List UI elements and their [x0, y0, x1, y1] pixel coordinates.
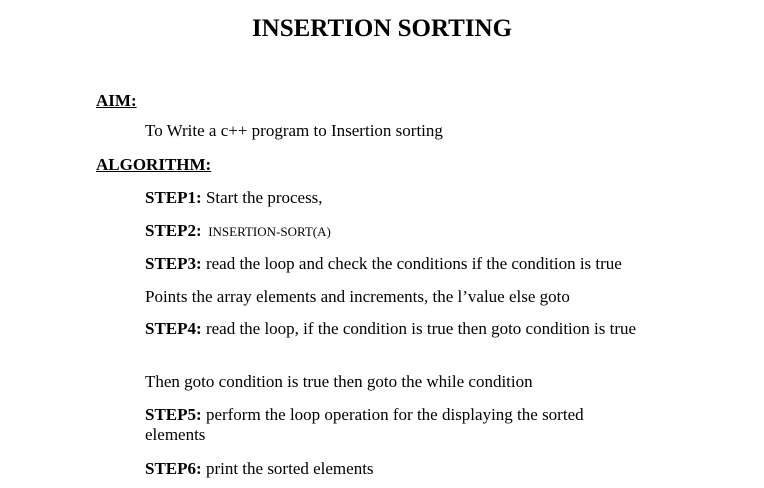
step5-label: STEP5: — [145, 405, 202, 424]
step5-text: perform the loop operation for the displaying the sorted elements — [145, 405, 584, 444]
step4-text: read the loop, if the condition is true then goto condition is true — [201, 319, 637, 338]
step4-label: STEP4: — [145, 319, 202, 338]
step1-text: Start the process, — [201, 188, 323, 207]
step2-text: INSERTION-SORT(A) — [201, 224, 331, 239]
step1-label: STEP1: — [145, 188, 202, 207]
step3-text: read the loop and check the conditions if the condition is true — [201, 254, 622, 273]
page-title: INSERTION SORTING — [251, 15, 513, 42]
aim-text: To Write a c++ program to Insertion sorting — [145, 121, 443, 140]
step3-continuation: Points the array elements and increments, the l’value else goto — [145, 287, 570, 306]
step4-continuation: Then goto condition is true then goto the while condition — [145, 372, 533, 391]
step2 — [145, 221, 685, 242]
aim-heading: AIM: — [96, 91, 137, 110]
algorithm-heading: ALGORITHM: — [96, 155, 212, 174]
step3-label: STEP3: — [145, 254, 202, 273]
step3 — [145, 254, 685, 274]
step6-text: print the sorted elements — [201, 459, 374, 478]
step6-label: STEP6: — [145, 459, 202, 478]
step5 — [145, 405, 645, 445]
step1 — [145, 188, 685, 208]
step2-label: STEP2: — [145, 221, 202, 240]
step4 — [145, 319, 665, 339]
step6 — [145, 459, 685, 479]
